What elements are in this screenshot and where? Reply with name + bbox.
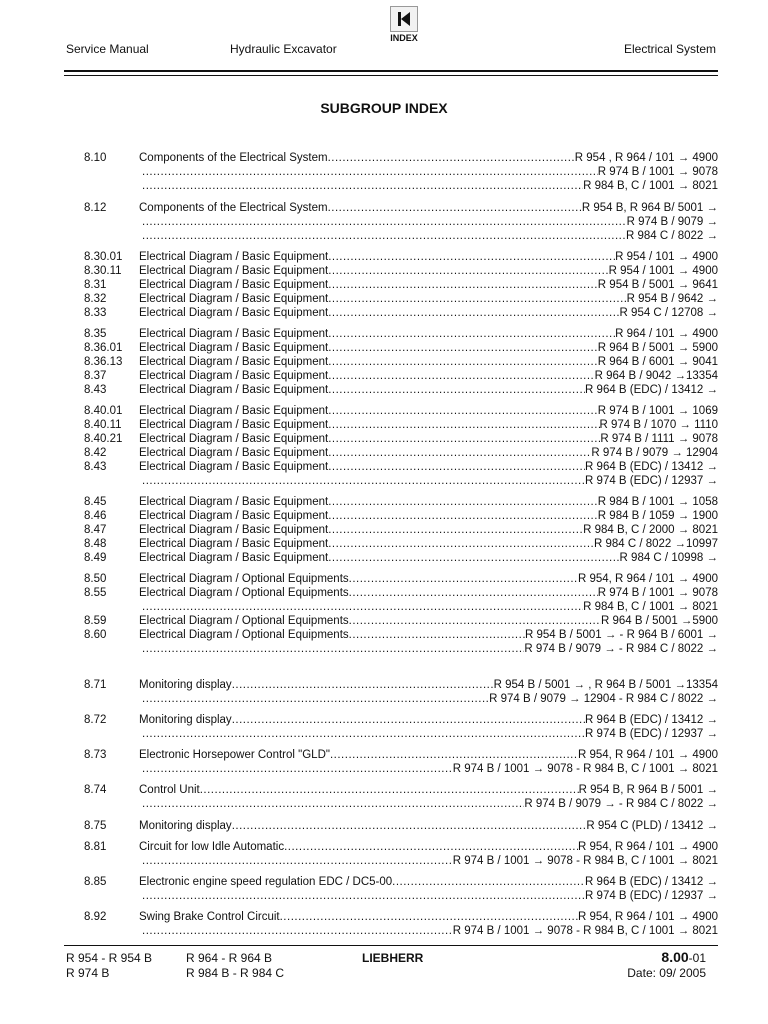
entry-label xyxy=(139,523,718,537)
dot-leader xyxy=(142,165,598,179)
index-entry[interactable] xyxy=(84,551,718,565)
entry-label xyxy=(139,910,718,924)
entry-serial-range: R 974 B (EDC) / 12937 → xyxy=(585,475,718,487)
entry-number: 8.43 xyxy=(84,384,107,396)
dot-leader xyxy=(328,460,585,474)
entry-label xyxy=(139,418,718,432)
entry-label xyxy=(139,586,718,600)
entry-description: Electrical Diagram / Basic Equipment xyxy=(139,496,329,508)
entry-label xyxy=(142,179,718,193)
entry-serial-range: R 954 / 1001 → 4900 xyxy=(608,265,718,277)
footer-models-col2-line2: R 984 B - R 984 C xyxy=(186,966,285,980)
index-entry[interactable] xyxy=(84,572,718,586)
entry-description: Electrical Diagram / Basic Equipment xyxy=(139,405,329,417)
footer-brand: LIEBHERR xyxy=(362,951,424,965)
index-entry[interactable] xyxy=(84,586,718,600)
dot-leader xyxy=(328,278,598,292)
entry-serial-range: R 964 B / 5001 →5900 xyxy=(601,615,718,627)
entry-serial-range: R 974 B / 9079 → 12904 - R 984 C / 8022 → xyxy=(489,693,718,705)
entry-label xyxy=(139,628,718,642)
dot-leader xyxy=(328,355,598,369)
dot-leader xyxy=(349,628,525,642)
entry-number: 8.49 xyxy=(84,552,107,564)
index-entry[interactable] xyxy=(84,229,718,243)
entry-number: 8.55 xyxy=(84,587,107,599)
index-entry[interactable] xyxy=(84,797,718,811)
index-entry[interactable] xyxy=(84,201,718,215)
index-entry[interactable] xyxy=(84,151,718,165)
footer-models-col1-line1: R 954 - R 954 B xyxy=(66,951,153,965)
header-right: Electrical System xyxy=(623,42,716,56)
entry-label xyxy=(139,341,718,355)
entry-serial-range: R 974 B / 1001 → 9078 - R 984 B, C / 1001 → 8021 xyxy=(452,763,718,775)
entry-label xyxy=(142,229,718,243)
entry-description: Swing Brake Control Circuit xyxy=(139,911,280,923)
entry-label xyxy=(142,889,718,903)
entry-description: Electrical Diagram / Basic Equipment xyxy=(139,447,329,459)
index-entry[interactable] xyxy=(84,341,718,355)
entry-number: 8.47 xyxy=(84,524,107,536)
entry-serial-range: R 984 B, C / 1001 → 8021 xyxy=(583,180,718,192)
entry-label xyxy=(139,713,718,727)
entry-serial-range: R 974 B / 9079 → - R 984 C / 8022 → xyxy=(524,798,718,810)
dot-leader xyxy=(232,819,587,833)
entry-label xyxy=(142,165,718,179)
entry-number: 8.72 xyxy=(84,714,107,726)
header-rule xyxy=(64,70,718,72)
entry-serial-range: R 954, R 964 / 101 → 4900 xyxy=(577,573,718,585)
index-entry[interactable] xyxy=(84,278,718,292)
index-entry[interactable] xyxy=(84,404,718,418)
entry-label xyxy=(139,327,718,341)
entry-label xyxy=(139,819,718,833)
dot-leader xyxy=(328,306,619,320)
entry-serial-range: R 974 B / 1111 → 9078 xyxy=(600,433,718,445)
index-entry[interactable] xyxy=(84,910,718,924)
entry-description: Electrical Diagram / Basic Equipment xyxy=(139,433,329,445)
index-entry[interactable] xyxy=(84,642,718,656)
entry-number: 8.40.21 xyxy=(84,433,123,445)
dot-leader xyxy=(328,341,598,355)
entry-serial-range: R 974 B / 1070 → 1110 xyxy=(599,419,718,431)
dot-leader xyxy=(142,229,626,243)
entry-description: Electrical Diagram / Basic Equipment xyxy=(139,307,329,319)
entry-number: 8.42 xyxy=(84,447,107,459)
entry-serial-range: R 974 B (EDC) / 12937 → xyxy=(585,728,718,740)
dot-leader xyxy=(142,797,524,811)
entry-serial-range: R 954 C (PLD) / 13412 → xyxy=(586,820,718,832)
entry-label xyxy=(139,404,718,418)
entry-number: 8.60 xyxy=(84,629,107,641)
entry-serial-range: R 964 B / 9042 →13354 xyxy=(594,370,718,382)
entry-serial-range: R 954, R 964 / 101 → 4900 xyxy=(577,911,718,923)
entry-serial-range: R 964 B / 6001 → 9041 xyxy=(597,356,718,368)
entry-serial-range: R 974 B (EDC) / 12937 → xyxy=(585,890,718,902)
entry-serial-range: R 984 C / 8022 →10997 xyxy=(593,538,718,550)
entry-serial-range: R 964 B (EDC) / 13412 → xyxy=(585,876,718,888)
entry-serial-range: R 954, R 964 / 101 → 4900 xyxy=(577,749,718,761)
header-rule-thin xyxy=(64,75,718,76)
entry-number: 8.46 xyxy=(84,510,107,522)
index-label: INDEX xyxy=(390,33,418,43)
dot-leader xyxy=(142,179,583,193)
dot-leader xyxy=(328,495,598,509)
entry-description: Electrical Diagram / Optional Equipments xyxy=(139,615,349,627)
entry-label xyxy=(139,495,718,509)
entry-description: Electrical Diagram / Basic Equipment xyxy=(139,293,329,305)
dot-leader xyxy=(142,727,585,741)
entry-serial-range: R 984 C / 10998 → xyxy=(619,552,718,564)
entry-description: Electrical Diagram / Basic Equipment xyxy=(139,342,329,354)
entry-number: 8.71 xyxy=(84,679,107,691)
dot-leader xyxy=(328,383,585,397)
header-left: Service Manual xyxy=(66,42,149,56)
page-title: SUBGROUP INDEX xyxy=(320,100,448,116)
entry-serial-range: R 974 B / 1001 → 9078 - R 984 B, C / 1001 → 8021 xyxy=(452,855,718,867)
entry-serial-range: R 964 B (EDC) / 13412 → xyxy=(585,714,718,726)
entry-description: Electrical Diagram / Optional Equipments xyxy=(139,629,349,641)
dot-leader xyxy=(142,924,453,938)
entry-label xyxy=(139,748,718,762)
entry-label xyxy=(142,727,718,741)
index-entry[interactable] xyxy=(84,460,718,474)
entry-serial-range: R 984 B / 1059 → 1900 xyxy=(597,510,718,522)
entry-serial-range: R 974 B / 1001 → 9078 xyxy=(597,166,718,178)
index-entry[interactable] xyxy=(84,713,718,727)
entry-label xyxy=(139,432,718,446)
entry-number: 8.45 xyxy=(84,496,107,508)
entry-serial-range: R 964 B (EDC) / 13412 → xyxy=(585,461,718,473)
dot-leader xyxy=(349,572,578,586)
index-entry[interactable] xyxy=(84,383,718,397)
entry-label xyxy=(139,840,718,854)
index-entry[interactable] xyxy=(84,306,718,320)
entry-label xyxy=(139,572,718,586)
entry-label xyxy=(142,642,718,656)
entry-number: 8.33 xyxy=(84,307,107,319)
entry-label xyxy=(139,292,718,306)
entry-label xyxy=(139,875,718,889)
dot-leader xyxy=(328,432,600,446)
dot-leader xyxy=(328,404,598,418)
entry-serial-range: R 964 B / 5001 → 5900 xyxy=(597,342,718,354)
entry-label xyxy=(139,551,718,565)
entry-serial-range: R 974 B / 9079 → xyxy=(626,216,718,228)
footer-models-col2-line1: R 964 - R 964 B xyxy=(186,951,273,965)
entry-number: 8.43 xyxy=(84,461,107,473)
index-entry[interactable] xyxy=(84,432,718,446)
entry-description: Electrical Diagram / Basic Equipment xyxy=(139,251,329,263)
entry-label xyxy=(139,509,718,523)
entry-serial-range: R 964 / 101 → 4900 xyxy=(615,328,718,340)
index-entry[interactable] xyxy=(84,474,718,488)
entry-label xyxy=(142,797,718,811)
entry-serial-range: R 954 B / 9642 → xyxy=(626,293,718,305)
entry-label xyxy=(142,762,718,776)
dot-leader xyxy=(142,215,627,229)
index-entry[interactable] xyxy=(84,600,718,614)
entry-number: 8.37 xyxy=(84,370,107,382)
entry-serial-range: R 974 B / 9079 → - R 984 C / 8022 → xyxy=(524,643,718,655)
dot-leader xyxy=(328,250,615,264)
entry-description: Electrical Diagram / Optional Equipments xyxy=(139,573,349,585)
dot-leader xyxy=(280,910,578,924)
dot-leader xyxy=(328,151,575,165)
index-entry[interactable] xyxy=(84,854,718,868)
index-entry[interactable] xyxy=(84,840,718,854)
dot-leader xyxy=(142,854,453,868)
entry-number: 8.59 xyxy=(84,615,107,627)
entry-label xyxy=(142,474,718,488)
index-entry[interactable] xyxy=(84,819,718,833)
entry-description: Electronic Horsepower Control "GLD" xyxy=(139,749,330,761)
dot-leader xyxy=(328,264,608,278)
entry-label xyxy=(139,306,718,320)
index-entry[interactable] xyxy=(84,369,718,383)
entry-label xyxy=(142,215,718,229)
entry-serial-range: R 954 C / 12708 → xyxy=(619,307,718,319)
dot-leader xyxy=(328,551,619,565)
entry-number: 8.36.01 xyxy=(84,342,123,354)
entry-label xyxy=(139,446,718,460)
entry-number: 8.81 xyxy=(84,841,107,853)
dot-leader xyxy=(142,762,453,776)
entry-label xyxy=(139,264,718,278)
entry-number: 8.10 xyxy=(84,152,107,164)
index-entry[interactable] xyxy=(84,215,718,229)
dot-leader xyxy=(142,889,585,903)
entry-number: 8.40.01 xyxy=(84,405,123,417)
dot-leader xyxy=(328,292,626,306)
index-entry[interactable] xyxy=(84,446,718,460)
dot-leader xyxy=(142,474,585,488)
entry-label xyxy=(139,250,718,264)
index-entry[interactable] xyxy=(84,418,718,432)
index-entry[interactable] xyxy=(84,783,718,797)
dot-leader xyxy=(142,692,489,706)
entry-description: Electrical Diagram / Basic Equipment xyxy=(139,328,329,340)
entry-label xyxy=(139,369,718,383)
entry-description: Electronic engine speed regulation EDC / DC5-00 xyxy=(139,876,393,888)
entry-number: 8.50 xyxy=(84,573,107,585)
entry-description: Electrical Diagram / Optional Equipments xyxy=(139,587,349,599)
entry-number: 8.92 xyxy=(84,911,107,923)
index-entry[interactable] xyxy=(84,355,718,369)
index-entry[interactable] xyxy=(84,495,718,509)
entry-serial-range: R 954 / 101 → 4900 xyxy=(615,251,718,263)
index-entry[interactable] xyxy=(84,924,718,938)
entry-description: Electrical Diagram / Basic Equipment xyxy=(139,419,329,431)
footer-rule xyxy=(64,945,718,946)
entry-label xyxy=(139,678,718,692)
entry-serial-range: R 984 B, C / 2000 → 8021 xyxy=(583,524,718,536)
entry-number: 8.85 xyxy=(84,876,107,888)
header-center: Hydraulic Excavator xyxy=(230,42,337,56)
entry-serial-range: R 954 , R 964 / 101 → 4900 xyxy=(574,152,718,164)
dot-leader xyxy=(328,509,598,523)
index-entry[interactable] xyxy=(84,165,718,179)
page-number-sub: -01 xyxy=(688,951,706,965)
dot-leader xyxy=(328,523,583,537)
entry-label xyxy=(139,537,718,551)
entry-number: 8.30.11 xyxy=(84,265,122,277)
dot-leader xyxy=(349,586,598,600)
entry-number: 8.32 xyxy=(84,293,107,305)
index-button[interactable] xyxy=(389,6,419,43)
index-entry[interactable] xyxy=(84,875,718,889)
entry-number: 8.74 xyxy=(84,784,107,796)
index-entry[interactable] xyxy=(84,327,718,341)
entry-serial-range: R 974 B / 1001 → 9078 - R 984 B, C / 1001 → 8021 xyxy=(452,925,718,937)
index-entry[interactable] xyxy=(84,264,718,278)
entry-serial-range: R 964 B (EDC) / 13412 → xyxy=(585,384,718,396)
dot-leader xyxy=(142,600,583,614)
dot-leader xyxy=(284,840,578,854)
entry-serial-range: R 984 B / 1001 → 1058 xyxy=(597,496,718,508)
entry-serial-range: R 954 B, R 964 B / 5001 → xyxy=(578,784,718,796)
skip-back-icon xyxy=(390,6,418,32)
dot-leader xyxy=(200,783,579,797)
entry-description: Monitoring display xyxy=(139,679,232,691)
entry-description: Control Unit xyxy=(139,784,200,796)
entry-number: 8.12 xyxy=(84,202,107,214)
entry-label xyxy=(139,460,718,474)
entry-serial-range: R 954 B / 5001 → - R 964 B / 6001 → xyxy=(524,629,718,641)
entry-label xyxy=(139,383,718,397)
entry-number: 8.75 xyxy=(84,820,107,832)
index-entry[interactable] xyxy=(84,889,718,903)
entry-description: Electrical Diagram / Basic Equipment xyxy=(139,370,329,382)
entry-description: Electrical Diagram / Basic Equipment xyxy=(139,510,329,522)
index-entry[interactable] xyxy=(84,250,718,264)
entry-label xyxy=(139,614,718,628)
entry-description: Components of the Electrical System xyxy=(139,202,328,214)
entry-label xyxy=(142,924,718,938)
entry-serial-range: R 974 B / 1001 → 9078 xyxy=(597,587,718,599)
index-entry[interactable] xyxy=(84,614,718,628)
entry-label xyxy=(139,783,718,797)
entry-description: Electrical Diagram / Basic Equipment xyxy=(139,538,329,550)
entry-serial-range: R 954 B / 5001 → 9641 xyxy=(597,279,718,291)
dot-leader xyxy=(328,369,594,383)
entry-description: Components of the Electrical System xyxy=(139,152,328,164)
entry-serial-range: R 974 B / 9079 → 12904 xyxy=(591,447,718,459)
index-entry[interactable] xyxy=(84,292,718,306)
entry-number: 8.31 xyxy=(84,279,107,291)
entry-number: 8.35 xyxy=(84,328,107,340)
index-entry[interactable] xyxy=(84,537,718,551)
entry-serial-range: R 984 B, C / 1001 → 8021 xyxy=(583,601,718,613)
entry-label xyxy=(142,692,718,706)
footer-page-number xyxy=(661,949,706,965)
index-entry[interactable] xyxy=(84,179,718,193)
index-entry[interactable] xyxy=(84,748,718,762)
entry-label xyxy=(139,278,718,292)
entry-number: 8.73 xyxy=(84,749,107,761)
entry-description: Electrical Diagram / Basic Equipment xyxy=(139,552,329,564)
dot-leader xyxy=(328,201,582,215)
entry-label xyxy=(139,201,718,215)
dot-leader xyxy=(328,446,591,460)
index-entry[interactable] xyxy=(84,727,718,741)
dot-leader xyxy=(328,537,594,551)
index-entry[interactable] xyxy=(84,509,718,523)
dot-leader xyxy=(330,748,578,762)
dot-leader xyxy=(328,327,615,341)
entry-serial-range: R 954 B / 5001 → , R 964 B / 5001 →13354 xyxy=(493,679,718,691)
entry-number: 8.36.13 xyxy=(84,356,123,368)
index-entry[interactable] xyxy=(84,628,718,642)
index-entry[interactable] xyxy=(84,762,718,776)
footer-date: Date: 09/ 2005 xyxy=(627,966,706,980)
entry-serial-range: R 954 B, R 964 B/ 5001 → xyxy=(581,202,718,214)
index-entry[interactable] xyxy=(84,523,718,537)
entry-number: 8.30.01 xyxy=(84,251,123,263)
entry-serial-range: R 984 C / 8022 → xyxy=(625,230,718,242)
entry-label xyxy=(142,600,718,614)
dot-leader xyxy=(392,875,585,889)
entry-description: Monitoring display xyxy=(139,714,232,726)
entry-serial-range: R 954, R 964 / 101 → 4900 xyxy=(577,841,718,853)
entry-description: Electrical Diagram / Basic Equipment xyxy=(139,356,329,368)
entry-label xyxy=(139,151,718,165)
index-entry[interactable] xyxy=(84,678,718,692)
dot-leader xyxy=(349,614,601,628)
entry-description: Circuit for low Idle Automatic xyxy=(139,841,285,853)
dot-leader xyxy=(142,642,524,656)
dot-leader xyxy=(232,678,494,692)
entry-number: 8.48 xyxy=(84,538,107,550)
entry-number: 8.40.11 xyxy=(84,419,122,431)
entry-description: Electrical Diagram / Basic Equipment xyxy=(139,279,329,291)
entry-label xyxy=(142,854,718,868)
entry-description: Electrical Diagram / Basic Equipment xyxy=(139,384,329,396)
index-entry[interactable] xyxy=(84,692,718,706)
entry-description: Electrical Diagram / Basic Equipment xyxy=(139,461,329,473)
dot-leader xyxy=(328,418,599,432)
page-number-main: 8.00 xyxy=(661,949,689,965)
entry-description: Monitoring display xyxy=(139,820,232,832)
entry-description: Electrical Diagram / Basic Equipment xyxy=(139,524,329,536)
entry-serial-range: R 974 B / 1001 → 1069 xyxy=(597,405,718,417)
entry-description: Electrical Diagram / Basic Equipment xyxy=(139,265,329,277)
dot-leader xyxy=(232,713,585,727)
footer-models-col1-line2: R 974 B xyxy=(66,966,110,980)
entry-label xyxy=(139,355,718,369)
